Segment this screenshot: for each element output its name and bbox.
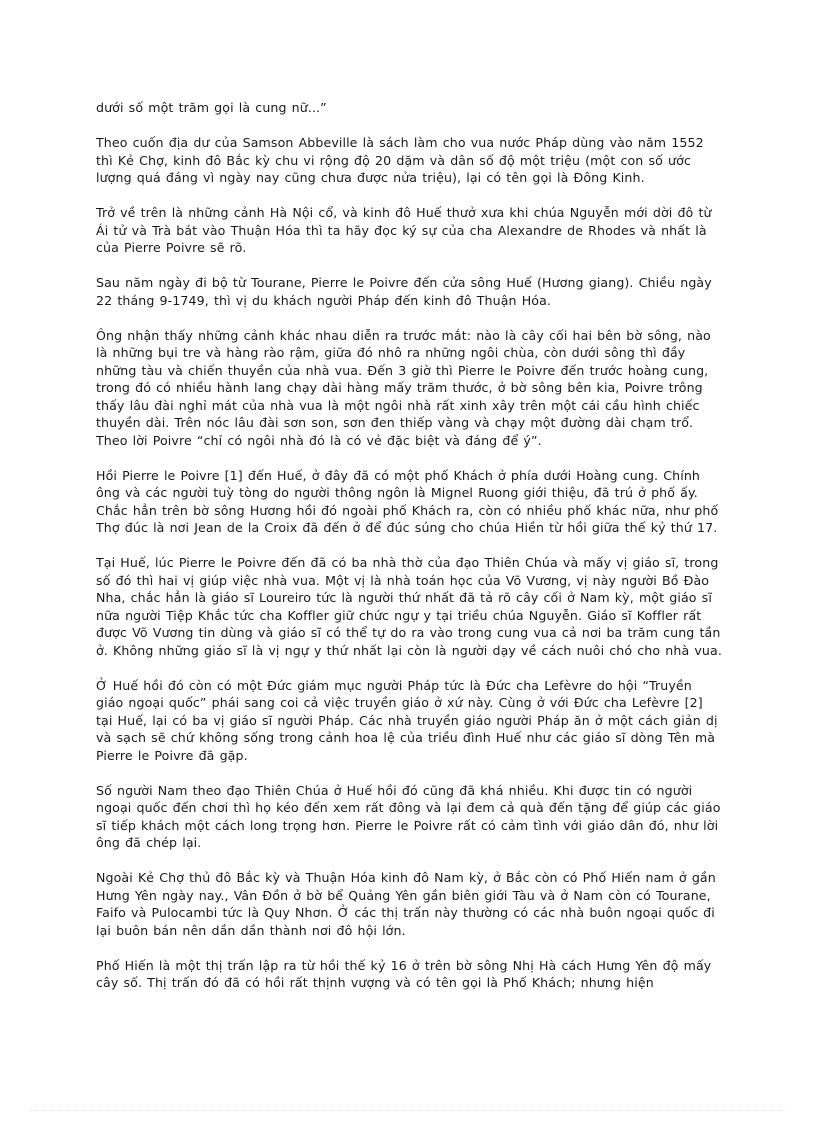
paragraph-10: Ngoài Kẻ Chợ thủ đô Bắc kỳ và Thuận Hóa kinh đô Nam kỳ, ở Bắc còn có Phố Hiến nam ở gần Hưng Yên ngày nay., Vân Đồn ở bờ bể Quảng Yên gần biên giới Tàu và ở Nam còn có Tourane, Faifo và Pulocambi tức là Quy Nhơn. Ở các thị trấn này thường có các nhà buôn ngoại quốc đi lại buôn bán nên dần dần thành nơi đô hội lớn. [96, 870, 716, 938]
paragraph-6: Hồi Pierre le Poivre [1] đến Huế, ở đây đã có một phố Khách ở phía dưới Hoàng cung. Chính ông và các người tuỳ tòng do người thông ngôn là Mignel Ruong giới thiệu, đã trú ở phố ấy. Chắc hẳn trên bờ sông Hương hồi đó ngoài phố Khách ra, còn có nhiều phố khác nữa, như phố Thợ đúc là nơi Jean de la Croix đã đến ở để đúc súng cho chúa Hiền từ hồi giữa thế kỷ thứ 17. [96, 467, 719, 535]
paragraph-3: Trở về trên là những cảnh Hà Nội cổ, và kinh đô Huế thưở xưa khi chúa Nguyễn mới dời đô từ Ái tử và Trà bát vào Thuận Hóa thì ta hãy đọc ký sự của cha Alexandre de Rhodes và nhất là của Pierre Poivre sẽ rõ. [96, 205, 712, 255]
paragraph-8: Ở Huế hồi đó còn có một Đức giám mục người Pháp tức là Đức cha Lefèvre do hội “Truyền giáo ngoại quốc” phái sang coi cả việc truyền giáo ở xứ này. Cùng ở với Đức cha Lefèvre [2] tại Huế, lại có ba vị giáo sĩ người Pháp. Các nhà truyền giáo người Pháp ăn ở một cách giản dị và sạch sẽ chứ không sống trong cảnh hoa lệ của triều đình Huế như các giáo sĩ dòng Tên mà Pierre le Poivre đã gặp. [96, 677, 718, 763]
paragraph-4: Sau năm ngày đi bộ từ Tourane, Pierre le Poivre đến cửa sông Huế (Hương giang). Chiều ngày 22 tháng 9-1749, thì vị du khách người Pháp đến kinh đô Thuận Hóa. [96, 275, 712, 308]
document-body [96, 99, 724, 1009]
paragraph-11: Phố Hiến là một thị trấn lập ra từ hồi thế kỷ 16 ở trên bờ sông Nhị Hà cách Hưng Yên độ mấy cây số. Thị trấn đó đã có hồi rất thịnh vượng và có tên gọi là Phố Khách; nhưng hiện [96, 957, 712, 990]
paragraph-9: Số người Nam theo đạo Thiên Chúa ở Huế hồi đó cũng đã khá nhiều. Khi được tin có người ngoại quốc đến chơi thì họ kéo đến xem rất đông và lại đem cả quà đến tặng để giúp các giáo sĩ tiếp khách một cách long trọng hơn. Pierre le Poivre rất có cảm tình với giáo dân đó, như lời ông đã chép lại. [96, 782, 721, 850]
paragraph-2: Theo cuốn địa dư của Samson Abbeville là sách làm cho vua nước Pháp dùng vào năm 1552 thì Kẻ Chợ, kinh đô Bắc kỳ chu vi rộng độ 20 dặm và dân số độ một triệu (một con số ước lượng quá đáng vì ngày nay cũng chưa được nửa triệu), lại có tên gọi là Đông Kinh. [96, 135, 704, 185]
page-bottom-divider [30, 1110, 786, 1111]
paragraph-7: Tại Huế, lúc Pierre le Poivre đến đã có ba nhà thờ của đạo Thiên Chúa và mấy vị giáo sĩ, trong số đó thì hai vị giúp việc nhà vua. Một vị là nhà toán học của Võ Vương, vị này người Bồ Đào Nha, chắc hẳn là giáo sĩ Loureiro tức là người thứ nhất đã tả rõ cây cối ở Nam kỳ, một giáo sĩ nữa người Tiệp Khắc tức cha Koffler giữ chức ngự y tại triều chúa Nguyễn. Giáo sĩ Koffler rất được Võ Vương tin dùng và giáo sĩ có thể tự do ra vào trong cung vua cả nơi ba trăm cung tần ở. Không những giáo sĩ là vị ngự y thứ nhất lại còn là người dạy về cách nuôi chó cho nhà vua. [96, 555, 722, 658]
paragraph-1: dưới số một trăm gọi là cung nữ...” [96, 100, 327, 115]
paragraph-5: Ông nhận thấy những cảnh khác nhau diễn ra trước mắt: nào là cây cối hai bên bờ sông, nào là những bụi tre và hàng rào rậm, giữa đó nhô ra những ngôi chùa, còn dưới sông thì đầy những tàu và chiến thuyền của nhà vua. Đến 3 giờ thì Pierre le Poivre đến trước hoàng cung, trong đó có nhiều hành lang chạy dài hàng mấy trăm thước, ở bờ sông bên kia, Poivre trông thấy lâu đài nghỉ mát của nhà vua là một ngôi nhà rất xinh xây trên một cái cầu hình chiếc thuyền dài. Trên nóc lâu đài sơn son, sơn đen thiếp vàng và chạy một đường dài chạm trổ. Theo lời Poivre “chỉ có ngôi nhà đó là có vẻ đặc biệt và đáng để ý”. [96, 327, 711, 448]
